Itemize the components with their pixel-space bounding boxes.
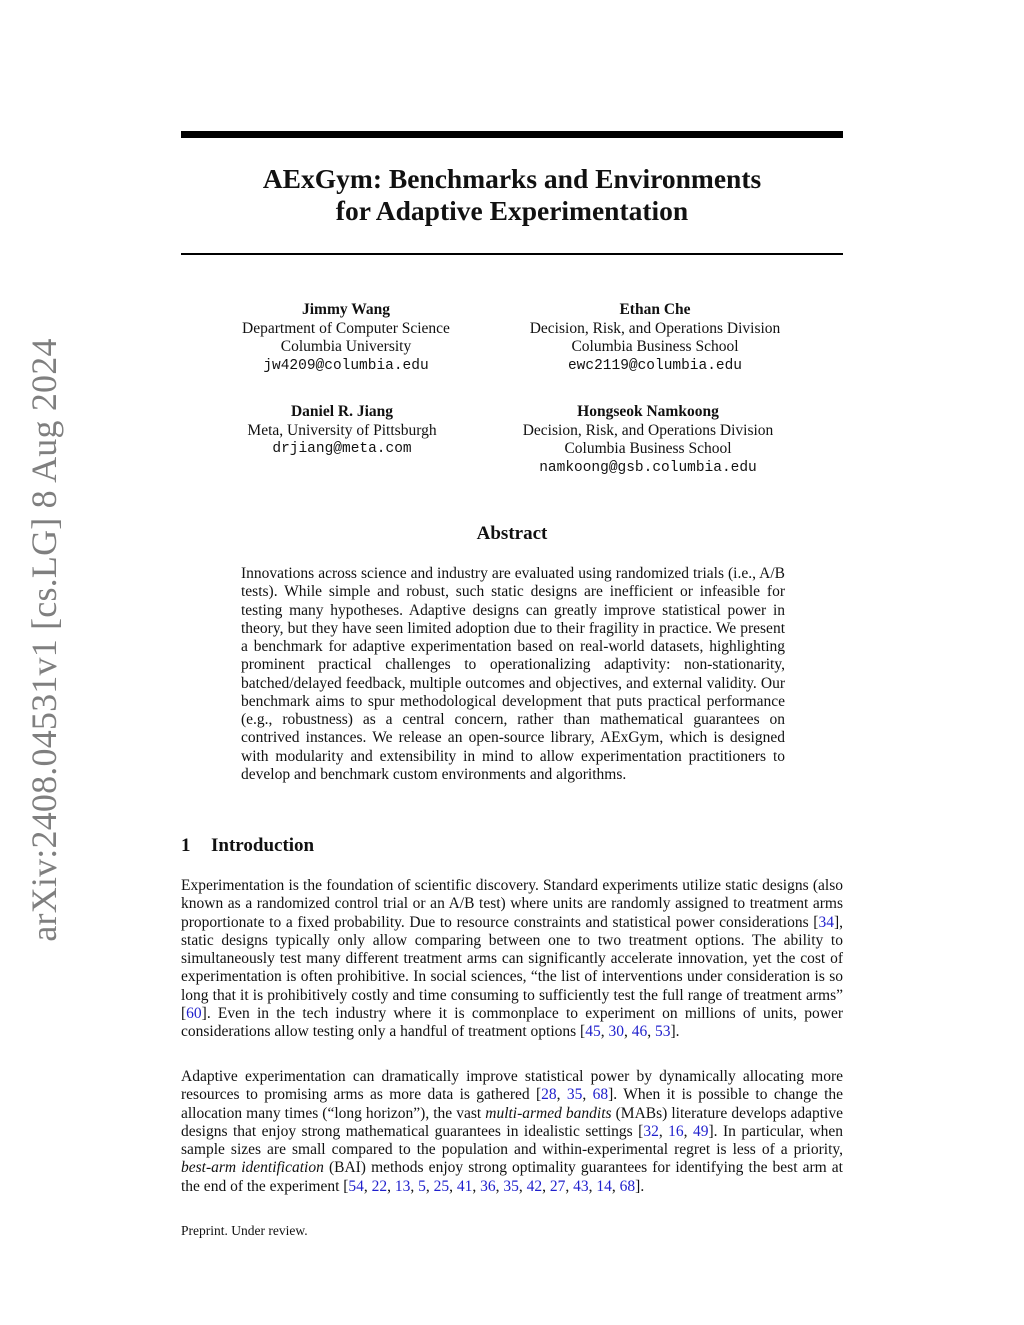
intro-paragraph-1 xyxy=(181,877,843,1041)
citation-list: 45, 30, 46, 53 xyxy=(585,1023,671,1040)
paragraph-text: ]. xyxy=(670,1023,680,1040)
paragraph-text: (MABs) literature develops adaptive designs that enjoy strong mathematical guarantees in idealistic settings [ xyxy=(181,1104,843,1140)
paragraph-text: ]. In particular, when sample sizes are small compared to the population and within-experimental regret is less of a priority, xyxy=(181,1122,844,1158)
abstract-heading: Abstract xyxy=(476,523,548,544)
emphasized-term: best-arm identification xyxy=(181,1159,324,1177)
title-bottom-rule xyxy=(181,253,843,255)
citation-link[interactable]: 60 xyxy=(186,1004,202,1022)
author-block xyxy=(488,403,808,477)
footer-note: Preprint. Under review. xyxy=(181,1223,308,1238)
citation-link[interactable]: 68 xyxy=(592,1086,609,1104)
citation-link[interactable]: 5 xyxy=(418,1177,426,1195)
citation-link[interactable]: 22 xyxy=(371,1177,388,1195)
section-title: Introduction xyxy=(211,835,315,856)
title-line-2: for Adaptive Experimentation xyxy=(335,195,689,226)
citation-link[interactable]: 43 xyxy=(573,1177,589,1195)
citation-link[interactable]: 45 xyxy=(585,1023,601,1040)
citation-link[interactable]: 27 xyxy=(549,1177,566,1195)
citation-link[interactable]: 68 xyxy=(619,1177,636,1195)
citation-link[interactable]: 46 xyxy=(631,1023,648,1040)
citation-link[interactable]: 36 xyxy=(480,1177,496,1195)
citation-link[interactable]: 34 xyxy=(818,913,834,931)
author-block xyxy=(495,301,815,375)
paragraph-text: Experimentation is the foundation of scientific discovery. Standard experiments utilize static designs (also known as a randomized control trial or an A/B test) where units are randomly assigned to treatment arms proportionate to a fixed probability. Due to resource constraints and statistical power considerations [ xyxy=(181,877,843,931)
author-name: Ethan Che xyxy=(619,301,691,318)
emphasized-term: multi-armed bandits xyxy=(485,1104,612,1122)
section-number: 1 xyxy=(181,835,191,856)
citation-link[interactable]: 32 xyxy=(643,1122,659,1140)
citation-link[interactable]: 35 xyxy=(566,1086,583,1104)
author-affiliation: Columbia Business School xyxy=(564,440,732,457)
paragraph-text: ]. xyxy=(635,1177,645,1195)
citation-list: 54, 22, 13, 5, 25, 41, 36, 35, 42, 27, 43, 14, 68 xyxy=(348,1177,636,1195)
citation-link[interactable]: 14 xyxy=(596,1177,612,1195)
author-block xyxy=(211,403,473,459)
citation-link[interactable]: 13 xyxy=(394,1177,411,1195)
author-email[interactable]: drjiang@meta.com xyxy=(272,441,412,457)
paragraph-text: ]. Even in the tech industry where it is commonplace to experiment on millions of units, power considerations allow testing only a handful of treatment options [ xyxy=(181,1004,843,1040)
author-affiliation: Meta, University of Pittsburgh xyxy=(247,421,437,439)
author-email[interactable]: ewc2119@columbia.edu xyxy=(567,357,743,374)
author-email[interactable]: jw4209@columbia.edu xyxy=(263,357,429,374)
paragraph-text: (BAI) methods enjoy strong optimality guarantees for identifying the best arm at the end of the experiment [ xyxy=(181,1159,843,1195)
author-affiliation: Department of Computer Science xyxy=(242,319,450,337)
author-affiliation: Columbia Business School xyxy=(571,338,739,355)
author-name: Hongseok Namkoong xyxy=(577,403,719,420)
citation-link[interactable]: 54 xyxy=(348,1177,364,1195)
abstract-text: Innovations across science and industry are evaluated using randomized trials (i.e., A/B tests). While simple and robust, such static designs are inefficient or infeasible for testing many hypotheses. Adaptive designs can greatly improve statistical power in theory, but they have seen limited adoption due to their fragility in practice. We present a benchmark for adaptive experimentation based on real-world datasets, highlighting prominent practical challenges to operationalizing adaptivity: non-stationarity, batched/delayed feedback, multiple outcomes and objectives, and external validity. Our benchmark aims to spur methodological development that puts practical performance (e.g., robustness) as a central concern, rather than mathematical guarantees on contrived instances. We release an open-source library, AExGym, which is designed with modularity and extensibility in mind to allow experimentation practitioners to develop and benchmark custom environments and algorithms. xyxy=(241,565,785,783)
author-name: Daniel R. Jiang xyxy=(290,403,394,420)
paragraph-text: ]. When it is possible to change the allocation many times (“long horizon”), the vast xyxy=(181,1086,844,1122)
citation-link[interactable]: 30 xyxy=(608,1023,624,1040)
citation-link[interactable]: 25 xyxy=(433,1177,450,1195)
citation-list: 28, 35, 68 xyxy=(541,1086,609,1104)
author-affiliation: Decision, Risk, and Operations Division xyxy=(529,319,781,337)
citation-link[interactable]: 42 xyxy=(526,1177,543,1195)
title-line-1: AExGym: Benchmarks and Environments xyxy=(262,163,762,194)
section-heading xyxy=(181,835,314,857)
author-affiliation: Decision, Risk, and Operations Division xyxy=(522,421,774,439)
paper-title xyxy=(181,163,843,227)
citation-link[interactable]: 16 xyxy=(668,1122,684,1140)
citation-link[interactable]: 49 xyxy=(693,1122,709,1140)
paragraph-text: ], static designs typically only allow comparing between one to two treatment options. The ability to simultaneously test many different treatment arms can significantly accelerate innovation, yet the cost of experimentation is often prohibitive. In social sciences, “the list of interventions under consideration is so long that it is prohibitively costly and time consuming to sufficiently test the full range of treatment arms” [ xyxy=(181,913,843,1022)
citation-link[interactable]: 35 xyxy=(503,1177,519,1195)
citation-list: 32, 16, 49 xyxy=(643,1122,709,1140)
author-affiliation: Columbia University xyxy=(280,338,412,355)
citation-link[interactable]: 53 xyxy=(654,1023,671,1040)
citation-link[interactable]: 28 xyxy=(541,1086,557,1104)
title-top-rule xyxy=(181,131,843,138)
arxiv-identifier: arXiv:2408.04531v1 [cs.LG] 8 Aug 2024 xyxy=(24,338,64,942)
paragraph-text: Adaptive experimentation can dramatically improve statistical power by dynamically allocating more resources to promising arms as more data is gathered [ xyxy=(181,1068,843,1104)
author-name: Jimmy Wang xyxy=(302,301,390,318)
author-block xyxy=(211,301,481,375)
citation-link[interactable]: 41 xyxy=(456,1177,473,1195)
author-email[interactable]: namkoong@gsb.columbia.edu xyxy=(539,459,757,476)
intro-paragraph-2 xyxy=(181,1068,843,1196)
